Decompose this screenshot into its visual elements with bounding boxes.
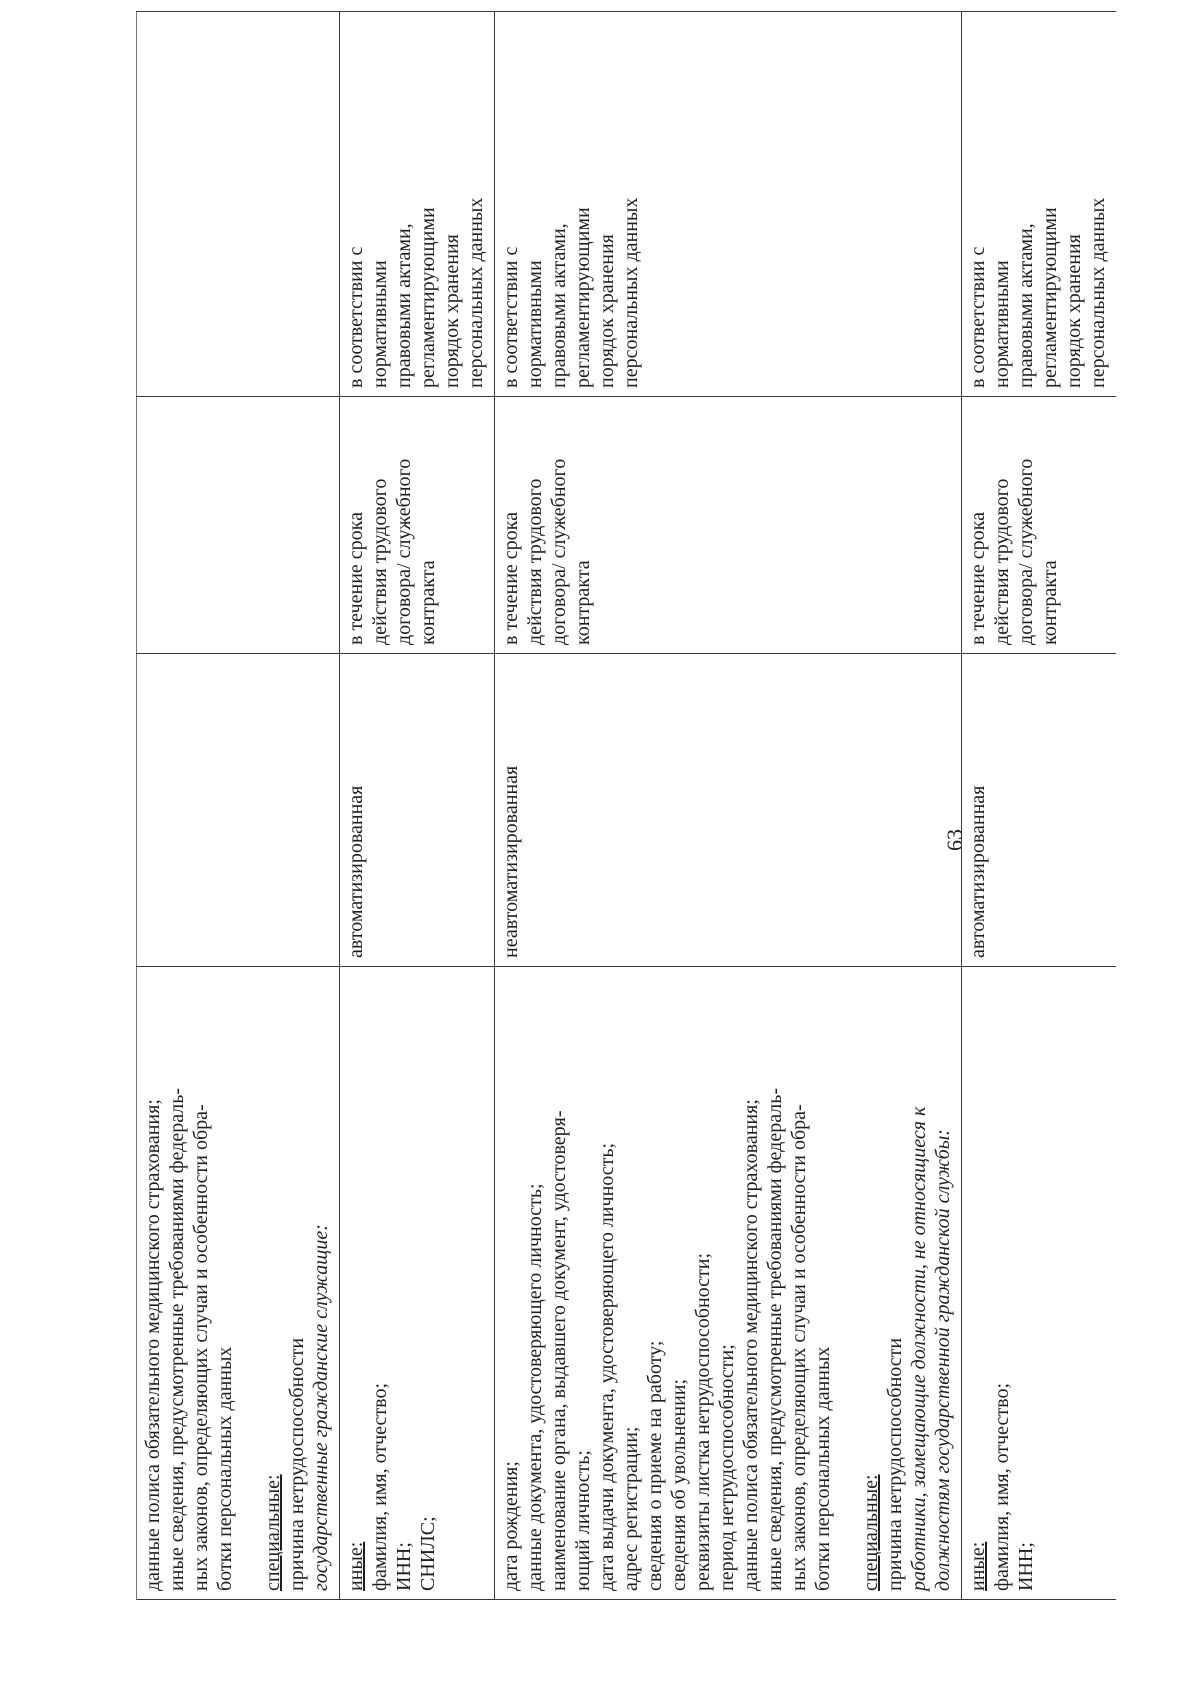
storage-term-cell: в соответствии с нормативными правовыми актами, регламентирующими порядок хранения персональных данных <box>962 12 1117 397</box>
page-number: 63 <box>942 829 967 851</box>
processing-method-cell: неавтоматизированная <box>495 654 962 967</box>
personal-data-table <box>136 11 1116 1600</box>
category-heading: иные: <box>345 1541 367 1591</box>
processing-method-cell: автоматизированная <box>962 654 1117 967</box>
processing-method-cell <box>137 654 340 967</box>
rotated-document-page <box>124 80 1150 1600</box>
data-categories-cell: иные: фамилия, имя, отчество; ИНН; <box>962 967 1117 1600</box>
category-heading: специальные: <box>262 1474 284 1591</box>
table-row <box>495 12 962 1600</box>
storage-term-cell: в соответствии с нормативными правовыми актами, регламентирующими порядок хранения персональных данных <box>340 12 495 397</box>
category-heading: специальные: <box>860 1474 882 1591</box>
section-subheading: государственные гражданские служащие: <box>310 1224 332 1591</box>
processing-method-cell: автоматизированная <box>340 654 495 967</box>
processing-term-cell: в течение срока действия трудового договора/ служебного контракта <box>962 397 1117 654</box>
data-categories-cell: иные: фамилия, имя, отчество; ИНН; СНИЛС; <box>340 967 495 1600</box>
processing-term-cell: в течение срока действия трудового договора/ служебного контракта <box>340 397 495 654</box>
table-row <box>137 12 340 1600</box>
section-subheading: работники, замещающие должности, не относящиеся к <box>908 1106 930 1591</box>
category-heading: иные: <box>967 1541 989 1591</box>
table-row <box>962 12 1117 1600</box>
storage-term-cell <box>137 12 340 397</box>
processing-term-cell: в течение срока действия трудового договора/ служебного контракта <box>495 397 962 654</box>
table-row <box>340 12 495 1600</box>
data-categories-cell: дата рождения; данные документа, удостоверяющего личность; наименование органа, выдавшего документ, удостоверя- ющий личность; дата выдачи документа, удостоверяющего личность; адрес регистрации; сведения о приеме на работу; сведения об увольнении; реквизиты листка нетрудоспособности; период нетрудоспособности; данные полиса обязательного медицинского страхования; иные сведения, предусмотренные требованиями федераль- ных законов, определяющих случаи и особенности обра- ботки персональных данных специальные: причина нетрудоспособности работники, замещающие должности, не относящиеся к должностям государственной гражданской службы: <box>495 967 962 1600</box>
storage-term-cell: в соответствии с нормативными правовыми актами, регламентирующими порядок хранения персональных данных <box>495 12 962 397</box>
section-subheading: должностям государственной гражданской службы: <box>932 1129 954 1591</box>
data-categories-cell: данные полиса обязательного медицинского страхования; иные сведения, предусмотренные требованиями федераль- ных законов, определяющих случаи и особенности обра- ботки персональных данных специальные: причина нетрудоспособности государственные гражданские служащие: <box>137 967 340 1600</box>
processing-term-cell <box>137 397 340 654</box>
